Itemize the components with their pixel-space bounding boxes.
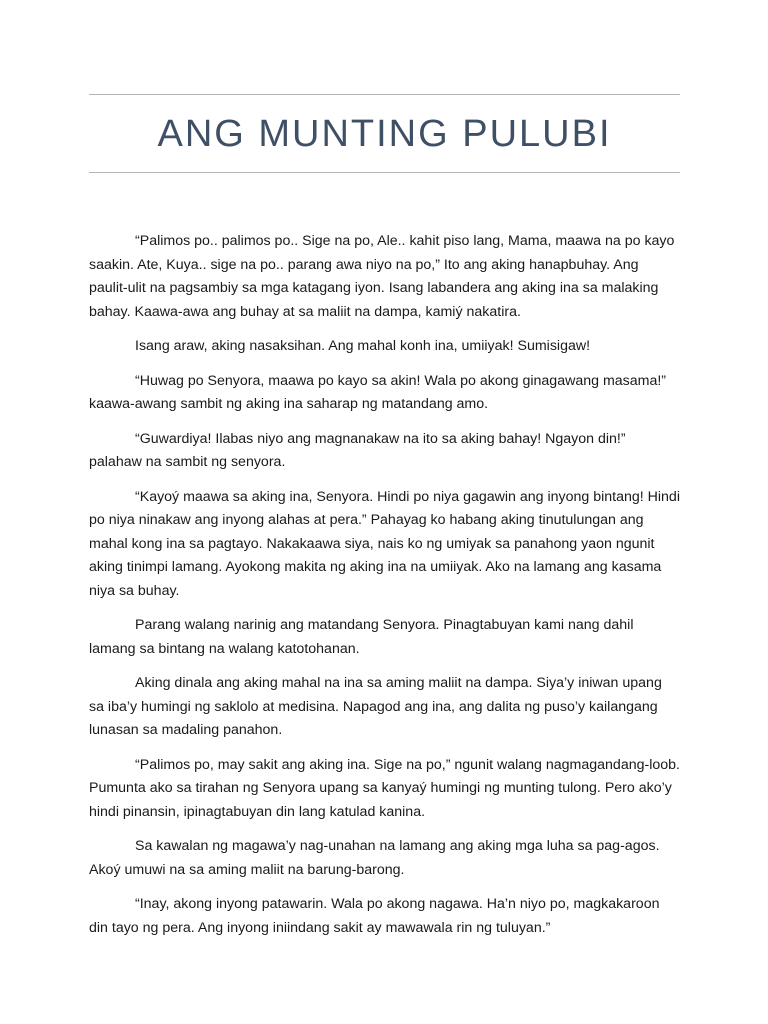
paragraph: “Inay, akong inyong patawarin. Wala po akong nagawa. Ha’n niyo po, magkakaroon din tayo ng pera. Ang inyong iniindang sakit ay mawawala rin ng tuluyan.” [89,896,660,936]
paragraph: “Palimos po.. palimos po.. Sige na po, Ale.. kahit piso lang, Mama, maawa na po kayo saakin. Ate, Kuya.. sige na po.. parang awa niyo na po,” Ito ang aking hanapbuhay. Ang paulit-ulit na pagsambiy sa mga katagang iyon. Isang labandera ang aking ina sa malaking bahay. Kaawa-awa ang buhay at sa maliit na dampa, kamiý nakatira. [89,233,675,320]
paragraph: “Kayoý maawa sa aking ina, Senyora. Hindi po niya gagawin ang inyong bintang! Hindi po niya ninakaw ang inyong alahas at pera.” Pahayag ko habang aking tinutulungan ang mahal kong ina sa pagtayo. Nakakaawa siya, nais ko ng umiyak sa panahong yaon ngunit aking tinimpi lamang. Ayokong makita ng aking ina na umiiyak. Ako na lamang ang kasama niya sa buhay. [89,488,680,599]
paragraph: Aking dinala ang aking mahal na ina sa aming maliit na dampa. Siya’y iniwan upang sa iba’y humingi ng saklolo at medisina. Napagod ang ina, ang dalita ng puso’y kailangang lunasan sa madaling panahon. [89,675,662,738]
story-body [89,230,680,951]
title-bottom-rule [89,172,680,173]
paragraph: “Guwardiya! Ilabas niyo ang magnanakaw na ito sa aking bahay! Ngayon din!” palahaw na sambit ng senyora. [89,430,626,470]
page-title: ANG MUNTING PULUBI [157,113,612,155]
paragraph: “Palimos po, may sakit ang aking ina. Sige na po,” ngunit walang nagmagandang-loob. Pumunta ako sa tirahan ng Senyora upang sa kanyaý humingi ng munting tulong. Pero ako’y hindi pinansin, ipinagtabuyan din lang katulad kanina. [89,756,680,820]
paragraph: Sa kawalan ng magawa’y nag-unahan na lamang ang aking mga luha sa pag-agos. Akoý umuwi na sa aming maliit na barung-barong. [89,838,660,878]
paragraph: Isang araw, aking nasaksihan. Ang mahal konh ina, umiiyak! Sumisigaw! [135,338,591,354]
title-top-rule [89,94,680,95]
paragraph: “Huwag po Senyora, maawa po kayo sa akin! Wala po akong ginagawang masama!” kaawa-awang sambit ng aking ina saharap ng matandang amo. [89,372,667,412]
paragraph: Parang walang narinig ang matandang Senyora. Pinagtabuyan kami nang dahil lamang sa bintang na walang katotohanan. [89,617,634,657]
